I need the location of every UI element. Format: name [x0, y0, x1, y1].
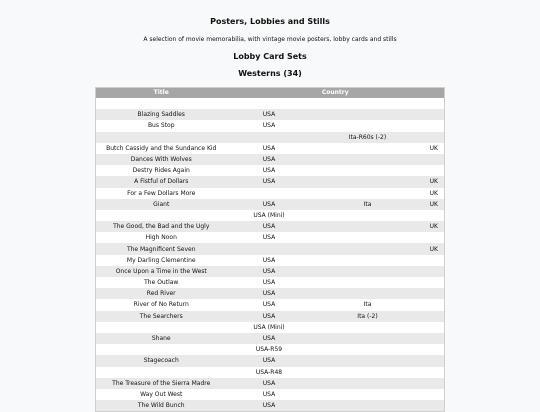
country-cell: [311, 221, 423, 232]
title-cell: [95, 210, 226, 221]
country-cell: Ita: [311, 299, 423, 310]
table-row: [95, 344, 444, 355]
country-cell: USA: [226, 120, 311, 131]
country-cell: [311, 344, 423, 355]
country-cell: Ita (-2): [311, 311, 423, 322]
country-cell: [423, 378, 444, 389]
title-cell: The Magnificent Seven: [95, 243, 226, 254]
country-cell: USA: [226, 400, 311, 412]
table-row: [95, 176, 444, 187]
country-cell: [311, 188, 423, 199]
column-header-country: Country: [226, 88, 444, 99]
country-cell: Ita: [311, 199, 423, 210]
country-cell: [311, 232, 423, 243]
country-cell: [311, 333, 423, 344]
country-cell: [423, 288, 444, 299]
site-title: Posters, Lobbies and Stills: [210, 17, 330, 26]
country-cell: USA: [226, 109, 311, 120]
table-row: [95, 255, 444, 266]
table-row: [95, 288, 444, 299]
country-cell: [423, 98, 444, 109]
table-row: [95, 109, 444, 120]
country-cell: [423, 333, 444, 344]
country-cell: [311, 210, 423, 221]
country-cell: [226, 188, 311, 199]
country-cell: [311, 143, 423, 154]
title-cell: For a Few Dollars More: [95, 188, 226, 199]
title-cell: Once Upon a Time in the West: [95, 266, 226, 277]
table-row: [95, 132, 444, 143]
country-cell: [423, 311, 444, 322]
country-cell: USA: [226, 221, 311, 232]
country-cell: UK: [423, 188, 444, 199]
table-row: [95, 299, 444, 310]
country-cell: [311, 255, 423, 266]
table-body: [95, 98, 444, 412]
title-cell: The Treasure of the Sierra Madre: [95, 378, 226, 389]
country-cell: [311, 400, 423, 412]
title-cell: Blazing Saddles: [95, 109, 226, 120]
title-cell: [95, 367, 226, 378]
title-cell: Red River: [95, 288, 226, 299]
country-cell: [423, 120, 444, 131]
country-cell: USA: [226, 311, 311, 322]
section-title: Lobby Card Sets: [233, 52, 307, 61]
table-row: [95, 400, 444, 412]
country-cell: USA (Mini): [226, 322, 311, 333]
column-header-title: Title: [95, 88, 226, 99]
group-title: Westerns (34): [238, 69, 302, 78]
title-cell: Bus Stop: [95, 120, 226, 131]
title-cell: Shane: [95, 333, 226, 344]
country-cell: Ita-R60s (-2): [311, 132, 423, 143]
country-cell: [423, 210, 444, 221]
table-row: [95, 355, 444, 366]
table-header-row: [95, 88, 444, 99]
country-cell: [423, 277, 444, 288]
table-row: [95, 120, 444, 131]
title-cell: Dances With Wolves: [95, 154, 226, 165]
country-cell: [311, 378, 423, 389]
country-cell: USA: [226, 299, 311, 310]
table-row: [95, 165, 444, 176]
country-cell: [423, 109, 444, 120]
country-cell: [226, 98, 311, 109]
country-cell: USA: [226, 176, 311, 187]
table-row: [95, 188, 444, 199]
country-cell: [311, 266, 423, 277]
country-cell: [423, 255, 444, 266]
title-cell: The Outlaw: [95, 277, 226, 288]
country-cell: [423, 355, 444, 366]
country-cell: [311, 243, 423, 254]
country-cell: [311, 389, 423, 400]
country-cell: USA: [226, 232, 311, 243]
table-row: [95, 311, 444, 322]
country-cell: USA: [226, 143, 311, 154]
table-row: [95, 378, 444, 389]
country-cell: USA: [226, 266, 311, 277]
title-cell: [95, 98, 226, 109]
country-cell: USA: [226, 288, 311, 299]
country-cell: UK: [423, 221, 444, 232]
country-cell: [311, 322, 423, 333]
country-cell: [311, 176, 423, 187]
title-cell: The Wild Bunch: [95, 400, 226, 412]
country-cell: [226, 132, 311, 143]
country-cell: [423, 389, 444, 400]
country-cell: [423, 367, 444, 378]
table-row: [95, 143, 444, 154]
table-row: [95, 199, 444, 210]
title-cell: Giant: [95, 199, 226, 210]
country-cell: [311, 120, 423, 131]
country-cell: [423, 154, 444, 165]
country-cell: USA (Mini): [226, 210, 311, 221]
country-cell: USA: [226, 165, 311, 176]
table-row: [95, 210, 444, 221]
country-cell: USA: [226, 355, 311, 366]
country-cell: USA-R48: [226, 367, 311, 378]
table-row: [95, 98, 444, 109]
title-cell: Way Out West: [95, 389, 226, 400]
country-cell: UK: [423, 199, 444, 210]
title-cell: [95, 344, 226, 355]
country-cell: [311, 154, 423, 165]
table-row: [95, 322, 444, 333]
country-cell: [423, 165, 444, 176]
country-cell: USA-R59: [226, 344, 311, 355]
country-cell: [311, 355, 423, 366]
table-row: [95, 232, 444, 243]
lobby-card-table: [95, 87, 445, 412]
table-row: [95, 333, 444, 344]
country-cell: USA: [226, 389, 311, 400]
table-row: [95, 266, 444, 277]
country-cell: UK: [423, 243, 444, 254]
country-cell: [311, 165, 423, 176]
country-cell: UK: [423, 143, 444, 154]
table-row: [95, 277, 444, 288]
title-cell: Butch Cassidy and the Sundance Kid: [95, 143, 226, 154]
country-cell: USA: [226, 378, 311, 389]
table-row: [95, 221, 444, 232]
country-cell: USA: [226, 277, 311, 288]
country-cell: [423, 299, 444, 310]
table-row: [95, 243, 444, 254]
title-cell: The Searchers: [95, 311, 226, 322]
country-cell: [311, 277, 423, 288]
title-cell: Destry Rides Again: [95, 165, 226, 176]
country-cell: [311, 98, 423, 109]
country-cell: UK: [423, 176, 444, 187]
country-cell: [226, 243, 311, 254]
country-cell: [423, 400, 444, 412]
title-cell: River of No Return: [95, 299, 226, 310]
title-cell: High Noon: [95, 232, 226, 243]
country-cell: [423, 232, 444, 243]
country-cell: [311, 288, 423, 299]
country-cell: [311, 367, 423, 378]
country-cell: [423, 132, 444, 143]
country-cell: [423, 344, 444, 355]
country-cell: USA: [226, 333, 311, 344]
table-row: [95, 367, 444, 378]
title-cell: A Fistful of Dollars: [95, 176, 226, 187]
country-cell: [423, 322, 444, 333]
country-cell: USA: [226, 255, 311, 266]
country-cell: USA: [226, 199, 311, 210]
title-cell: Stagecoach: [95, 355, 226, 366]
title-cell: [95, 322, 226, 333]
site-subtitle: A selection of movie memorabilia, with vintage movie posters, lobby cards and stills: [143, 36, 397, 43]
table-row: [95, 389, 444, 400]
country-cell: USA: [226, 154, 311, 165]
title-cell: The Good, the Bad and the Ugly: [95, 221, 226, 232]
title-cell: My Darling Clementine: [95, 255, 226, 266]
title-cell: [95, 132, 226, 143]
table-row: [95, 154, 444, 165]
country-cell: [311, 109, 423, 120]
country-cell: [423, 266, 444, 277]
